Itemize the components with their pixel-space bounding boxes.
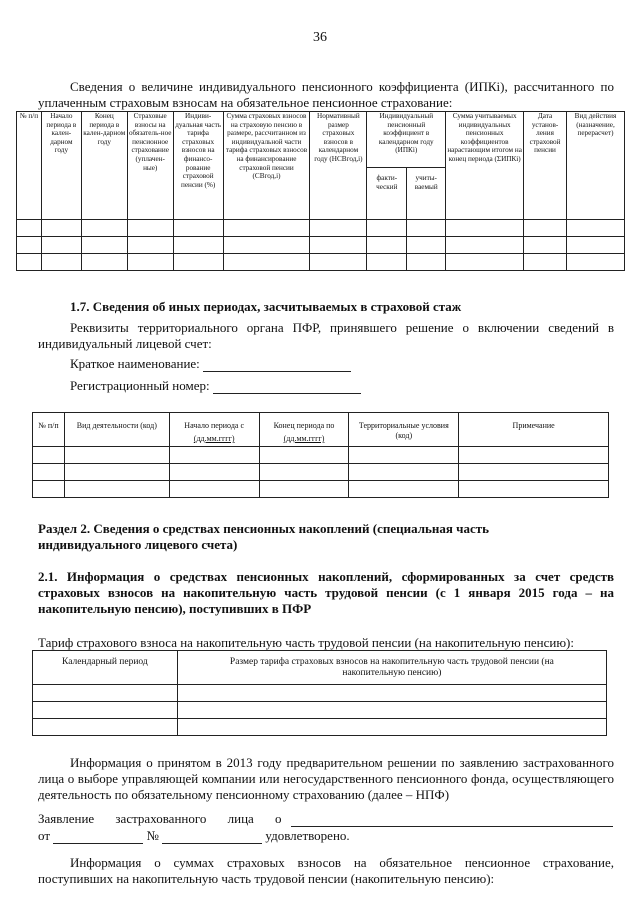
reg-number-label: Регистрационный номер:: [70, 378, 210, 393]
section-1-7-title: 1.7. Сведения об иных периодах, засчитываемых в страховой стаж: [70, 299, 462, 314]
section-2-title: [38, 521, 614, 553]
requisites-text: Реквизиты территориального органа ПФР, принявшего решение о включении сведений в индивидуальный лицевой счет:: [38, 320, 614, 351]
table-header: № п/п: [33, 413, 65, 447]
ipk-header: № п/п: [17, 112, 42, 220]
ipk-table: [16, 111, 625, 271]
ipk-header: Страховые взносы на обязатель-ное пенсионное страхование (уплачен-ные): [127, 112, 173, 220]
tariff-header: Размер тарифа страховых взносов на накопительную часть трудовой пенсии (на накопительную пенсию): [177, 651, 606, 685]
section-2-1-title: 2.1. Информация о средствах пенсионных накоплений, сформированных за счет средств страховых взносов на накопительную часть трудовой пенсии (с 1 января 2015 года – на накопительную пенсию), поступивших в ПФР: [38, 569, 614, 616]
statement-field[interactable]: [291, 826, 613, 827]
table-row: [33, 719, 607, 736]
number-field[interactable]: [162, 843, 262, 844]
table-row: [17, 254, 625, 271]
start-period-label: Начало периода с: [184, 421, 244, 430]
statement-date-row: [38, 828, 614, 844]
table-row: [17, 237, 625, 254]
table-row: [33, 447, 609, 464]
reg-number-row: [70, 378, 470, 394]
table-row: [33, 702, 607, 719]
from-label: от: [38, 828, 51, 843]
ipk-header: Сумма учитываемых индивидуальных пенсионных коэффициентов нарастающим итогом на конец периода (ΣИПКi): [446, 112, 524, 220]
table-row: [33, 685, 607, 702]
ipk-header: Индивидуальный пенсионный коэффициент в календарном году (ИПКi): [367, 112, 446, 168]
table-row: [33, 481, 609, 498]
table-row: [17, 220, 625, 237]
contributions-info: Информация о суммах страховых взносов на обязательное пенсионное страхование, поступивших на накопительную часть трудовой пенсии (накопительную пенсию):: [38, 855, 614, 886]
statement-row: [38, 811, 614, 827]
ipk-header: Дата установ-ления страховой пенсии: [524, 112, 567, 220]
date-format: (дд.мм.гггг): [193, 434, 235, 443]
ipk-subheader: факти-ческий: [367, 168, 407, 220]
short-name-label: Краткое наименование:: [70, 356, 200, 371]
reg-number-field[interactable]: [213, 393, 361, 394]
ipk-header: Сумма страховых взносов на страховую пенсию в размере, рассчитанном из индивидуальной части тарифа страховых взносов на финансирование страховой пенсии (СВгод,i): [223, 112, 310, 220]
satisfied-label: удовлетворено.: [265, 828, 350, 843]
ipk-header: Начало периода в кален-дарном году: [41, 112, 81, 220]
end-period-label: Конец периода по: [273, 421, 335, 430]
date-format: (дд.мм.гггг): [283, 434, 325, 443]
table-header: Вид деятельности (код): [64, 413, 169, 447]
ipk-intro: Сведения о величине индивидуального пенсионного коэффициента (ИПКi), рассчитанного по уплаченным страховым взносам на обязательное пенсионное страхование:: [38, 79, 614, 110]
short-name-row: [70, 356, 470, 372]
ipk-header: Индиви-дуальная часть тарифа страховых взносов на финансо-рование страховой пенсии (%): [173, 112, 223, 220]
tariff-label: Тариф страхового взноса на накопительную часть трудовой пенсии (на накопительную пенсию):: [38, 635, 575, 650]
short-name-field[interactable]: [203, 371, 351, 372]
page-number: 36: [313, 30, 327, 45]
ipk-header: Конец периода в кален-дарном году: [81, 112, 127, 220]
section-2-title-line2: индивидуального лицевого счета): [38, 537, 238, 552]
other-periods-table: [32, 412, 609, 498]
date-field[interactable]: [53, 843, 143, 844]
number-label: №: [146, 828, 159, 843]
statement-label: Заявление застрахованного лица о: [38, 811, 282, 826]
table-header: Территориальные условия (код): [349, 413, 459, 447]
table-header: [169, 413, 259, 447]
ipk-header: Вид действия (назначение, перерасчет): [567, 112, 625, 220]
ipk-header: Нормативный размер страховых взносов в календарном году (НСВгод,i): [310, 112, 367, 220]
section-2-title-line1: Раздел 2. Сведения о средствах пенсионных накоплений (специальная часть: [38, 521, 490, 536]
table-header: Примечание: [459, 413, 609, 447]
ipk-subheader: учиты-ваемый: [407, 168, 446, 220]
decision-info: Информация о принятом в 2013 году предварительном решении по заявлению застрахованного лица о выборе управляющей компании или негосударственного пенсионного фонда, осуществляющего деятельность по обязательному пенсионному страхованию (далее – НПФ): [38, 755, 614, 802]
table-row: [33, 464, 609, 481]
tariff-header: Календарный период: [33, 651, 178, 685]
tariff-table: [32, 650, 607, 736]
table-header: [259, 413, 349, 447]
